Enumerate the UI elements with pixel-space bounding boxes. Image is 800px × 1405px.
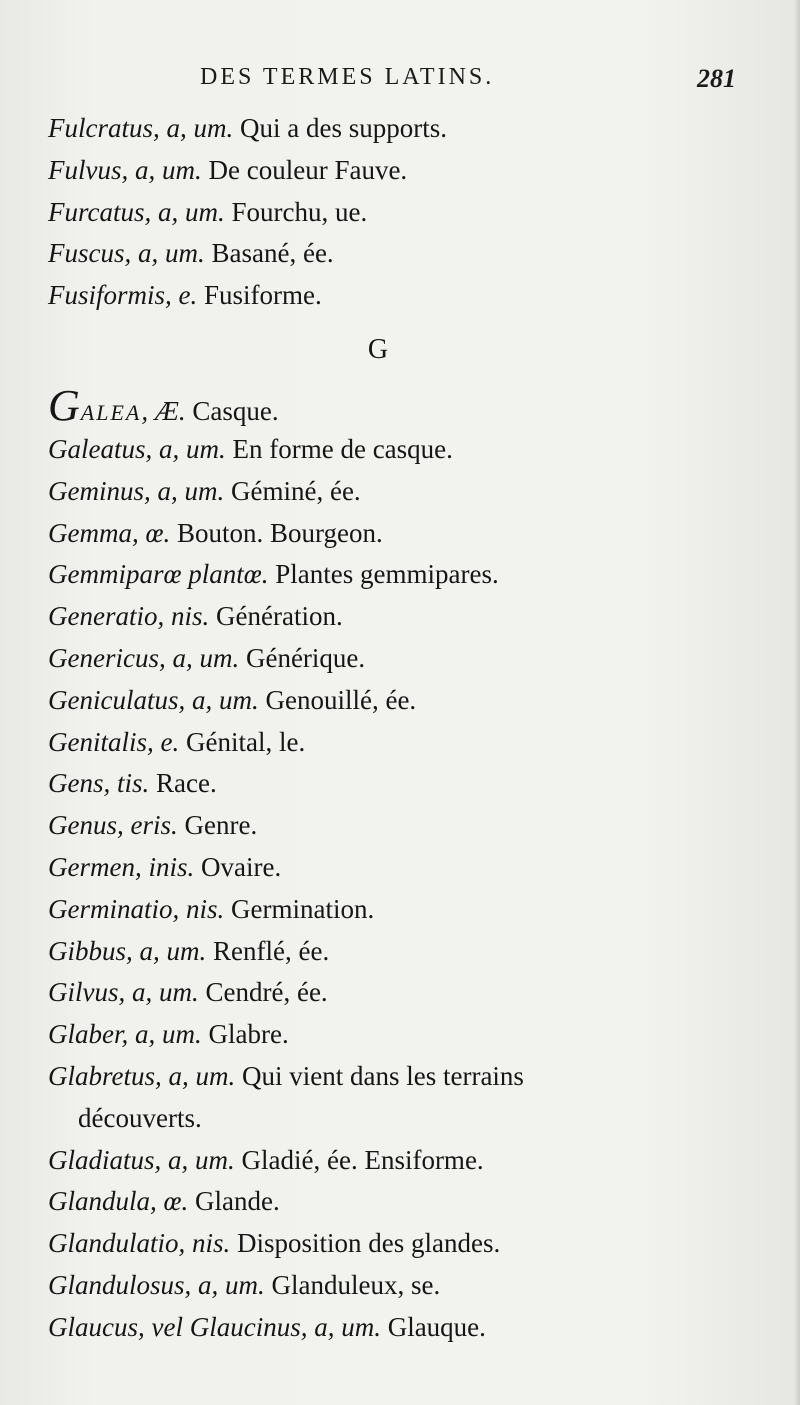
entry-definition: Qui vient dans les terrains: [235, 1060, 524, 1091]
entry-latin-term: Glaber: [48, 1019, 122, 1050]
entry-latin-term: Glandula: [48, 1186, 151, 1217]
entry-definition: Gladié, ée. Ensiforme.: [234, 1144, 484, 1175]
entry-grammar: , a, um.: [124, 238, 205, 269]
entry-latin-term: Genitalis: [48, 726, 147, 757]
entry-latin-term: Germinatio: [48, 893, 173, 924]
entry-grammar: , nis.: [178, 1228, 231, 1259]
entry-definition: En forme de casque.: [225, 433, 453, 464]
entry-definition: Genre.: [177, 810, 258, 841]
entry-definition: Basané, ée.: [204, 238, 334, 269]
entry-definition: Fourchu, ue.: [224, 196, 368, 227]
entry-latin-term: Fusiformis: [48, 280, 166, 311]
glossary-entry: [48, 847, 778, 889]
glossary-entry: [48, 377, 778, 429]
drop-initial: G: [48, 380, 81, 430]
glossary-entry: [48, 275, 778, 317]
entry-latin-term: Germen: [48, 851, 135, 882]
entry-latin-term: Genericus: [48, 642, 159, 673]
entry-grammar: , œ.: [150, 1186, 189, 1217]
entry-definition: Glanduleux, se.: [264, 1269, 441, 1300]
entry-definition: Disposition des glandes.: [230, 1228, 501, 1259]
glossary-entry: [48, 722, 778, 764]
glossary-entry: [48, 192, 778, 234]
entry-definition: Glabre.: [201, 1019, 289, 1050]
entry-latin-term: Glabretus: [48, 1060, 155, 1091]
entry-grammar: , a, um.: [158, 642, 240, 673]
page-number: 281: [697, 64, 736, 93]
glossary-entry: [48, 638, 778, 680]
entry-latin-term: Fuscus: [48, 238, 125, 269]
entry-definition: Bouton. Bourgeon.: [170, 517, 383, 548]
entry-latin-term: ALEA: [80, 399, 142, 425]
entry-definition: Générique.: [239, 642, 366, 673]
entry-grammar: , a, um.: [145, 433, 226, 464]
entry-latin-term: Galeatus: [48, 433, 146, 464]
entry-grammar: , a, um.: [300, 1311, 381, 1342]
entry-latin-term: Glandulosus: [48, 1269, 185, 1300]
entry-grammar: , tis.: [103, 768, 150, 799]
entry-definition: Renflé, ée.: [206, 935, 330, 966]
page-header: [0, 62, 800, 102]
entry-definition: Glande.: [188, 1186, 280, 1217]
entry-definition: Casque.: [185, 395, 279, 426]
entry-grammar: , e.: [147, 726, 180, 757]
entry-latin-term: Furcatus: [48, 196, 145, 227]
entry-grammar: , a, um.: [184, 1269, 265, 1300]
entry-grammar: , a, um.: [155, 1060, 236, 1091]
section-letter-heading: G: [367, 333, 389, 365]
glossary-entry: [48, 931, 778, 973]
entry-definition: Génération.: [209, 601, 343, 632]
entry-latin-term: Gilvus: [48, 977, 119, 1008]
glossary-entry: [48, 889, 778, 931]
entry-grammar: , Æ.: [141, 395, 186, 426]
entry-grammar: , e.: [165, 280, 198, 311]
entry-latin-term: Gemma: [48, 517, 132, 548]
entry-grammar: , eris.: [117, 810, 178, 841]
glossary-entry: [48, 471, 778, 513]
entry-latin-term: Gemmiparœ plantœ.: [48, 559, 269, 590]
glossary-entries: [48, 108, 778, 1349]
entry-grammar: , a, um.: [154, 1144, 235, 1175]
entry-definition: Plantes gemmipares.: [268, 559, 499, 590]
entry-grammar: , inis.: [134, 851, 195, 882]
glossary-entry: [48, 554, 778, 596]
entry-latin-term: Generatio: [48, 601, 158, 632]
glossary-entry: [48, 680, 778, 722]
entry-latin-term: Geminus: [48, 475, 144, 506]
entry-definition: Ovaire.: [194, 851, 282, 882]
entry-definition: Qui a des supports.: [233, 113, 447, 143]
glossary-entry: [48, 596, 778, 638]
entry-grammar: , a, um.: [121, 1019, 202, 1050]
entry-grammar: , a, um.: [153, 113, 234, 143]
entry-latin-term: Glaucus, vel Glaucinus: [48, 1311, 301, 1342]
entry-definition: Fusiforme.: [197, 280, 322, 311]
entry-grammar: , a, um.: [178, 684, 259, 715]
glossary-entry: [48, 150, 778, 192]
glossary-entry: [48, 1140, 778, 1182]
entry-grammar: , a, um.: [126, 935, 207, 966]
entry-latin-term: Geniculatus: [48, 684, 179, 715]
entries-g: [48, 429, 778, 1349]
glossary-entry: [48, 1307, 778, 1349]
entry-definition: découverts.: [78, 1102, 202, 1133]
entry-grammar: , a, um.: [118, 977, 199, 1008]
glossary-entry: [48, 972, 778, 1014]
glossary-entry: [48, 513, 778, 555]
entry-grammar: , nis.: [157, 601, 210, 632]
glossary-entry: [48, 1181, 778, 1223]
glossary-entry: [48, 805, 778, 847]
entry-grammar: , a, um.: [144, 475, 225, 506]
entry-grammar: , a, um.: [144, 196, 225, 227]
entry-definition: Glauque.: [380, 1311, 486, 1342]
entry-definition: Germination.: [224, 893, 375, 924]
entry-definition: Génital, le.: [179, 726, 306, 757]
glossary-entry: [48, 429, 778, 471]
entry-grammar: , nis.: [172, 893, 225, 924]
entry-definition: Géminé, ée.: [224, 475, 361, 506]
page-edge-shadow: [794, 0, 800, 1405]
glossary-entry-continuation: [48, 1098, 778, 1140]
entry-definition: Race.: [149, 768, 217, 799]
entry-latin-term: Gibbus: [48, 935, 127, 966]
glossary-entry: [48, 233, 778, 275]
glossary-entry: [48, 1014, 778, 1056]
entry-grammar: , œ.: [131, 517, 171, 548]
entry-latin-term: Glandulatio: [48, 1228, 179, 1259]
glossary-entry: [48, 1056, 778, 1098]
entry-latin-term: Gens: [48, 768, 104, 799]
glossary-entry: [48, 763, 778, 805]
entry-latin-term: Fulcratus: [48, 113, 153, 143]
entry-definition: De couleur Fauve.: [201, 154, 408, 185]
entry-definition: Genouillé, ée.: [258, 684, 417, 715]
entry-latin-term: Fulvus: [48, 154, 122, 185]
glossary-entry: [48, 108, 778, 150]
entry-latin-term: Genus: [48, 810, 117, 841]
entry-grammar: , a, um.: [121, 154, 202, 185]
entries-f: [48, 108, 778, 317]
entry-latin-term: Gladiatus: [48, 1144, 155, 1175]
glossary-entry: [48, 1223, 778, 1265]
entry-definition: Cendré, ée.: [198, 977, 328, 1008]
glossary-entry: [48, 1265, 778, 1307]
running-title: DES TERMES LATINS.: [200, 64, 495, 90]
